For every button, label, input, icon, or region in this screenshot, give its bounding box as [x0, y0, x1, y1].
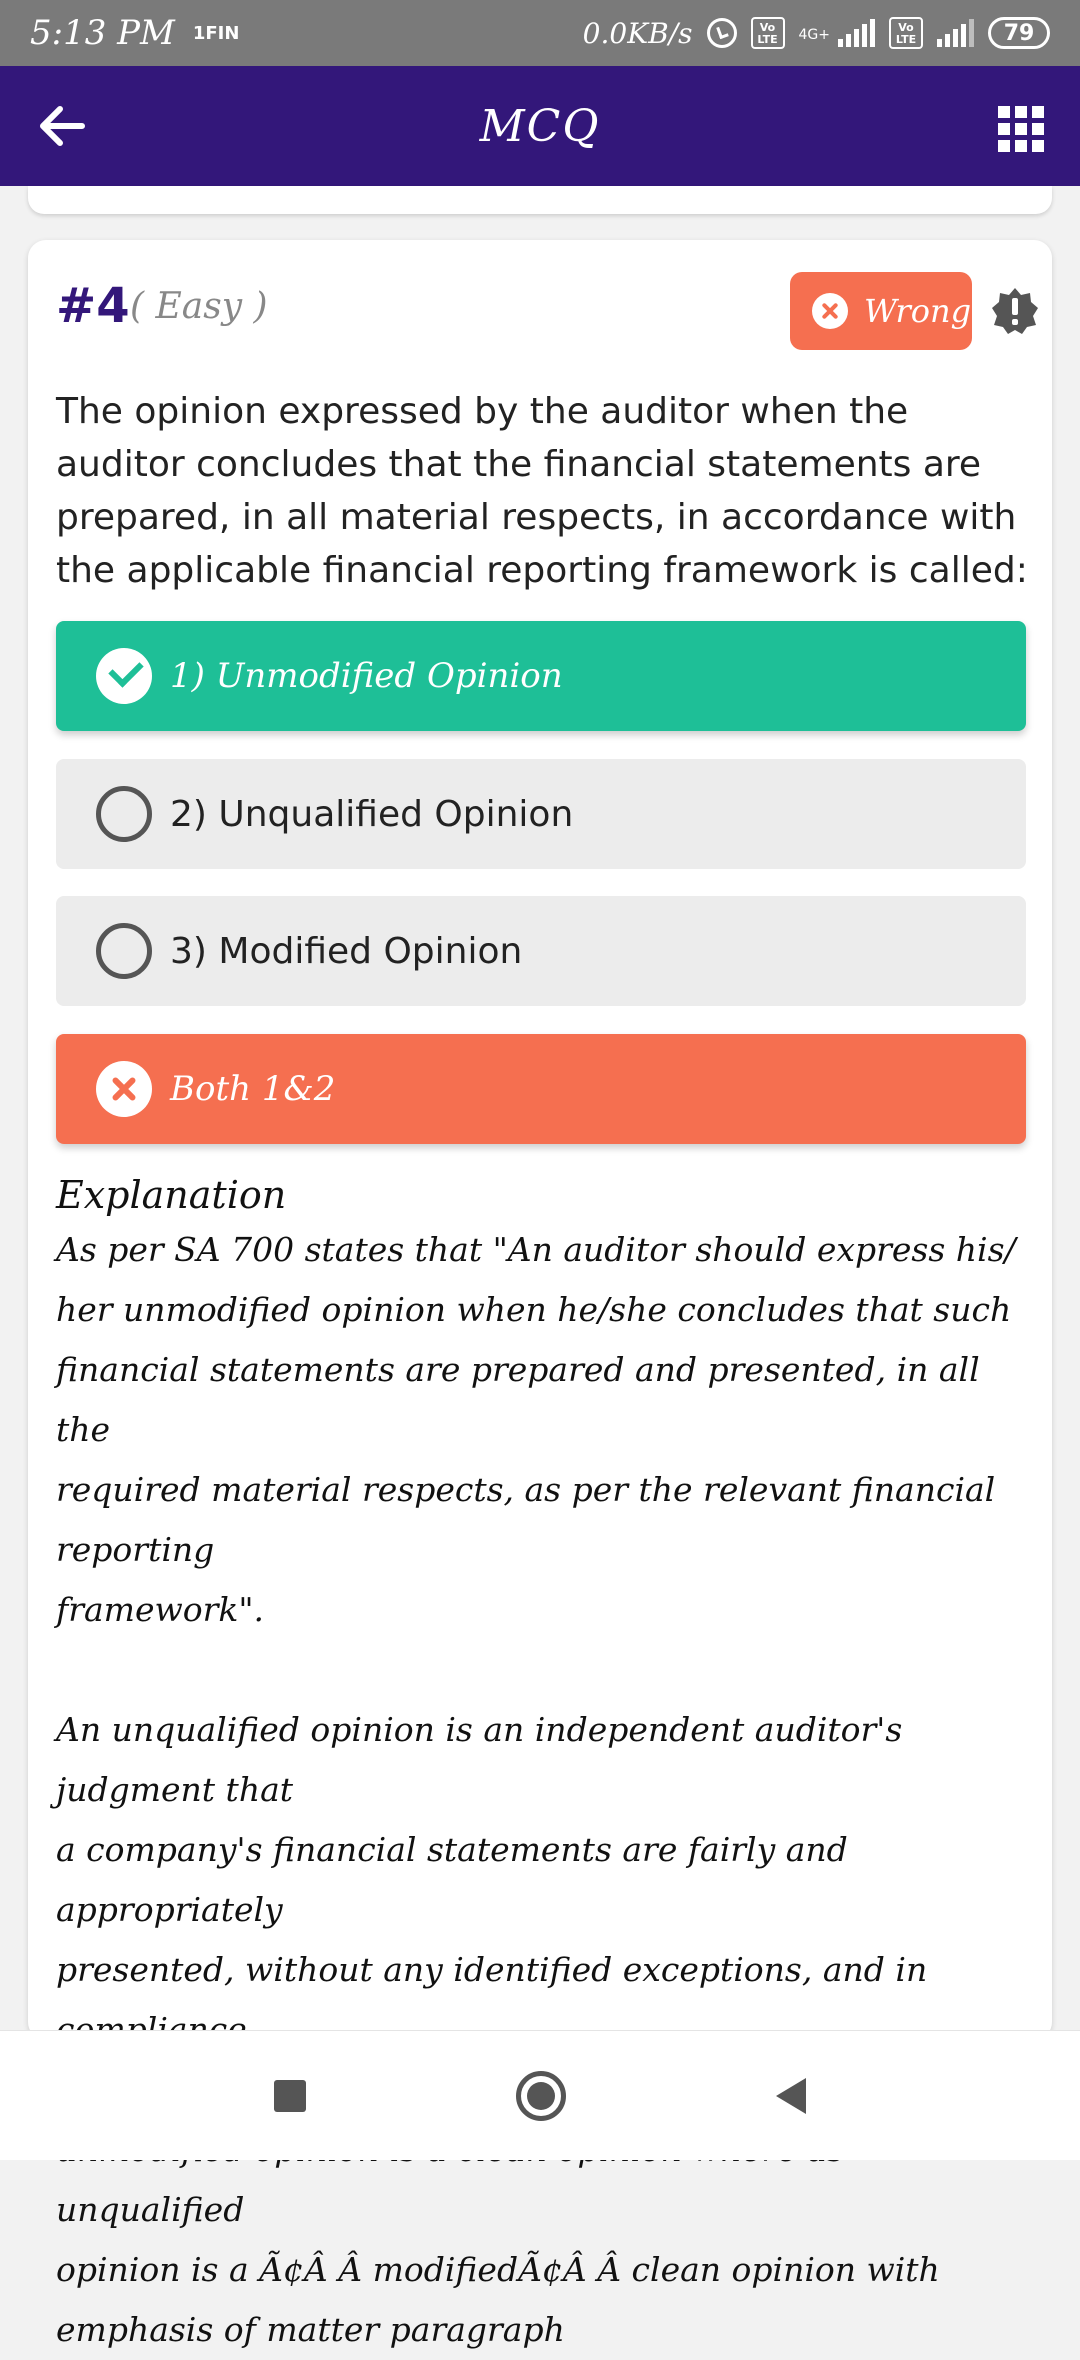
option-label: 1) Unmodified Opinion	[170, 656, 563, 696]
option-3[interactable]	[56, 896, 1026, 1006]
status-carrier: 1FIN	[192, 22, 240, 44]
signal-icon-2	[937, 19, 974, 47]
option-2[interactable]	[56, 759, 1026, 869]
report-icon[interactable]	[990, 286, 1040, 336]
recent-apps-icon[interactable]	[274, 2080, 306, 2112]
option-label: 3) Modified Opinion	[170, 930, 523, 972]
close-circle-icon	[96, 1061, 152, 1117]
app-bar	[0, 66, 1080, 186]
volte-icon: Vo LTE	[751, 17, 785, 49]
alarm-icon	[707, 18, 737, 48]
close-circle-icon	[812, 293, 848, 329]
question-header	[28, 240, 1052, 380]
question-text: The opinion expressed by the auditor when the auditor concludes that the financial statements are prepared, in all material respects, in accordance with the applicable financial reporting framework is called:	[56, 391, 1028, 591]
option-label: 2) Unqualified Opinion	[170, 793, 574, 835]
status-badge	[790, 272, 972, 350]
status-time: 5:13 PM	[30, 13, 175, 53]
back-icon[interactable]	[776, 2078, 806, 2114]
check-circle-icon	[96, 648, 152, 704]
volte-icon-2: Vo LTE	[889, 17, 923, 49]
status-bar	[0, 0, 1080, 66]
option-1[interactable]	[56, 621, 1026, 731]
signal-icon	[838, 19, 875, 47]
system-nav-bar	[0, 2030, 1080, 2160]
network-speed: 0.0KB/s	[582, 16, 693, 50]
explanation-title: Explanation	[56, 1173, 287, 1217]
previous-question-card	[28, 186, 1052, 214]
grid-icon[interactable]	[998, 106, 1044, 152]
option-4[interactable]	[56, 1034, 1026, 1144]
radio-icon	[96, 923, 152, 979]
network-type: 4G+	[798, 26, 830, 43]
battery-icon: 79	[988, 17, 1050, 49]
status-icons	[583, 17, 1050, 50]
question-difficulty: ( Easy )	[130, 286, 268, 327]
explanation-body: As per SA 700 states that "An auditor should express his/ her unmodified opinion when he/she concludes that such financial statements are prepared and presented, in all the required material respects, as per the relevant financial reporting framework". An unqualified opinion is an independent auditor's judgment that a company's financial statements are fairly and appropriately presented, without any identified exceptions, and in unqualified opinion is a Ã¢Â Â modifiedÃ¢Â Â clean opinion with emphasis of matter paragraph	[56, 1230, 1016, 2349]
status-label: Wrong	[864, 292, 972, 330]
question-card	[28, 240, 1052, 2349]
home-icon[interactable]	[516, 2071, 566, 2121]
arrow-left-icon[interactable]	[36, 100, 88, 152]
question-number: #4	[56, 278, 130, 334]
explanation	[56, 1170, 1036, 2360]
page-title: MCQ	[479, 100, 601, 152]
radio-icon	[96, 786, 152, 842]
option-label: Both 1&2	[170, 1069, 336, 1109]
